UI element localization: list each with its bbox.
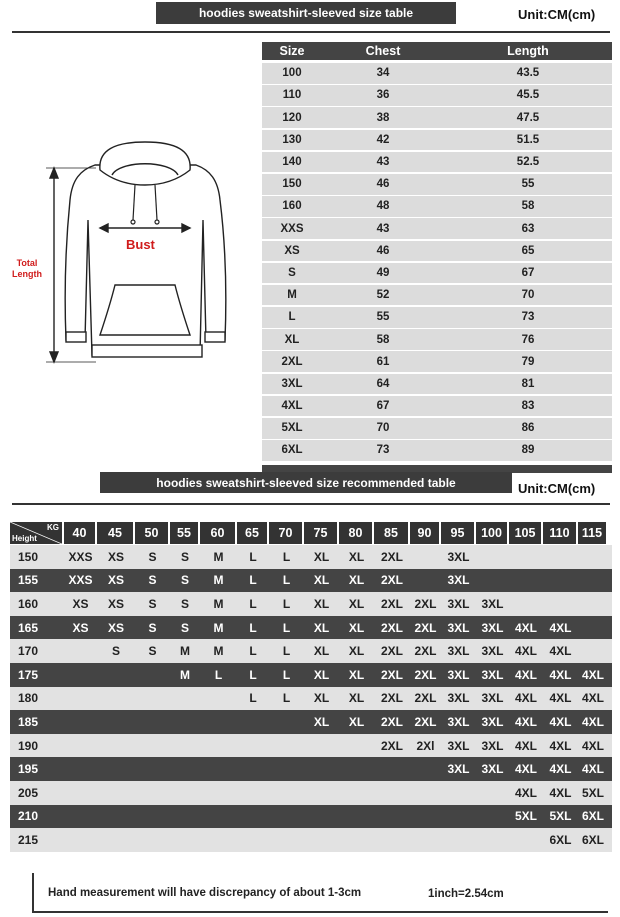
weight-header-cell: 100 [476, 522, 507, 544]
weight-header-cell: 95 [441, 522, 474, 544]
size-recommend-cell: M [180, 644, 190, 659]
size-recommend-cell: L [249, 691, 257, 706]
chest-cell: 42 [376, 133, 390, 146]
size-table [262, 42, 612, 473]
size-recommend-cell: XL [313, 549, 330, 564]
size-recommend-cell: 2XL [414, 644, 437, 659]
size-cell: M [287, 289, 297, 302]
size-cell: 150 [282, 178, 302, 191]
size-cell: 4XL [281, 400, 303, 413]
size-cell: L [288, 311, 296, 324]
size-recommend-cell: XL [348, 596, 365, 611]
size-recommend-cell: XL [348, 691, 365, 706]
size-recommend-cell: XL [313, 596, 330, 611]
size-recommend-cell: S [148, 644, 157, 659]
weight-header-cell: 60 [200, 522, 235, 544]
total-length-label [12, 258, 42, 280]
size-recommend-cell: S [180, 573, 189, 588]
chest-cell: 58 [376, 333, 390, 346]
recommend-table-title: hoodies sweatshirt-sleeved size recommended table [100, 472, 512, 493]
chest-cell: 70 [376, 422, 390, 435]
size-table-row [262, 263, 612, 284]
size-recommend-cell: 5XL [581, 785, 604, 800]
length-cell: 83 [521, 400, 535, 413]
size-recommend-cell: S [180, 620, 189, 635]
size-recommend-cell: XXS [68, 573, 93, 588]
size-recommend-cell: L [249, 549, 257, 564]
size-cell: 130 [282, 133, 302, 146]
size-recommend-cell: XXS [68, 549, 93, 564]
size-recommend-cell: 4XL [549, 644, 572, 659]
size-recommend-cell: 3XL [447, 596, 470, 611]
height-cell: 170 [18, 644, 39, 659]
recommend-table-row [10, 616, 612, 640]
size-table-row [262, 63, 612, 84]
length-cell: 81 [521, 377, 535, 390]
size-recommend-cell: XL [348, 573, 365, 588]
length-cell: 52.5 [516, 156, 540, 169]
size-recommend-cell: 4XL [549, 785, 572, 800]
size-recommend-cell: 2XL [380, 714, 403, 729]
bust-label: Bust [126, 237, 155, 252]
size-recommend-cell: 2XL [414, 667, 437, 682]
size-table-title: hoodies sweatshirt-sleeved size table [156, 2, 456, 24]
size-recommend-cell: S [111, 644, 120, 659]
total-label: Total [16, 258, 38, 268]
size-recommend-cell: L [282, 549, 291, 564]
size-table-row [262, 285, 612, 306]
height-cell: 160 [18, 596, 39, 611]
mid-divider [12, 503, 610, 505]
length-cell: 70 [521, 289, 535, 302]
size-cell: 120 [282, 111, 302, 124]
size-recommend-cell: 2XL [380, 620, 403, 635]
weight-header-cell: 50 [135, 522, 168, 544]
weight-header-cell: 80 [339, 522, 372, 544]
size-recommend-cell: 3XL [481, 620, 504, 635]
size-recommend-cell: 4XL [549, 620, 572, 635]
size-table-row [262, 152, 612, 173]
size-recommend-cell: S [148, 596, 157, 611]
chest-cell: 36 [376, 89, 390, 102]
recommend-table-row [10, 781, 612, 805]
size-recommend-cell: 3XL [447, 691, 470, 706]
size-cell: 140 [282, 156, 302, 169]
size-recommend-cell: L [249, 644, 257, 659]
size-recommend-cell: XS [72, 596, 89, 611]
size-recommend-cell: S [148, 549, 157, 564]
size-recommend-cell: 3XL [447, 620, 470, 635]
size-recommend-cell: M [213, 549, 224, 564]
recommend-table-row [10, 710, 612, 734]
height-cell: 210 [18, 809, 39, 824]
size-recommend-cell: S [180, 549, 189, 564]
size-recommend-cell: XL [348, 667, 365, 682]
chest-cell: 48 [376, 200, 390, 213]
size-recommend-cell: 2XL [380, 667, 403, 682]
size-recommend-cell: L [249, 667, 257, 682]
chest-cell: 64 [376, 377, 390, 390]
size-recommend-cell: L [282, 620, 291, 635]
size-table-row [262, 418, 612, 439]
size-recommend-cell: 3XL [481, 667, 504, 682]
size-recommend-cell: 4XL [549, 667, 572, 682]
recommend-table-row [10, 805, 612, 829]
size-recommend-cell: XS [107, 596, 124, 611]
recommend-table-header [10, 521, 612, 545]
height-cell: 155 [18, 573, 39, 588]
chest-cell: 46 [376, 244, 390, 257]
chest-cell: 38 [376, 111, 390, 124]
size-recommend-cell: 4XL [514, 691, 537, 706]
size-recommend-cell: L [282, 667, 291, 682]
size-recommend-cell: 3XL [481, 738, 504, 753]
size-recommend-cell: 3XL [447, 762, 470, 777]
size-recommend-cell: M [213, 620, 224, 635]
height-cell: 150 [18, 549, 39, 564]
size-table-row [262, 85, 612, 106]
chest-cell: 43 [376, 222, 390, 235]
size-table-unit: Unit:CM(cm) [518, 7, 596, 22]
length-cell: 65 [521, 244, 535, 257]
weight-header-cell: 85 [374, 522, 408, 544]
length-cell: 89 [521, 444, 535, 457]
size-cell: 110 [282, 89, 302, 102]
size-recommend-cell: XS [107, 573, 124, 588]
weight-header-cell: 115 [578, 522, 606, 544]
size-recommend-cell: 6XL [581, 809, 604, 824]
size-recommend-cell: 3XL [447, 738, 470, 753]
height-cell: 195 [18, 762, 39, 777]
height-label: Height [12, 534, 37, 543]
size-recommend-cell: XL [313, 620, 330, 635]
size-table-row [262, 218, 612, 239]
size-recommend-cell: 2XL [414, 620, 437, 635]
size-recommend-cell: XL [348, 549, 365, 564]
size-recommend-cell: 3XL [481, 691, 504, 706]
measurement-note: Hand measurement will have discrepancy of about 1-3cm [48, 887, 362, 899]
weight-header-cell: 110 [543, 522, 576, 544]
size-recommend-cell: 4XL [514, 762, 537, 777]
size-recommend-cell: 3XL [481, 596, 504, 611]
size-recommend-cell: XL [348, 620, 365, 635]
length-cell: 51.5 [516, 133, 540, 146]
weight-header-cell: 55 [170, 522, 198, 544]
size-cell: XXS [280, 222, 304, 235]
hoodie-diagram [0, 140, 250, 385]
length-cell: 86 [521, 422, 535, 435]
size-recommend-cell: 2XL [380, 573, 403, 588]
height-cell: 185 [18, 714, 39, 729]
size-recommend-cell: 4XL [514, 785, 537, 800]
size-recommend-cell: 4XL [514, 644, 537, 659]
size-cell: XS [284, 244, 300, 257]
length-cell: 67 [521, 266, 535, 279]
length-cell: 76 [521, 333, 535, 346]
recommend-table-row [10, 569, 612, 593]
size-table-row [262, 374, 612, 395]
length-cell: 63 [521, 222, 535, 235]
size-recommend-cell: 2XL [380, 596, 403, 611]
size-recommend-cell: 4XL [514, 667, 537, 682]
size-recommend-cell: XL [313, 714, 330, 729]
size-recommend-cell: 5XL [514, 809, 537, 824]
size-recommend-cell: 4XL [549, 691, 572, 706]
size-cell: 3XL [281, 377, 303, 390]
size-recommend-cell: M [213, 644, 224, 659]
top-divider [12, 31, 610, 33]
size-recommend-cell: 5XL [549, 809, 572, 824]
size-table-row [262, 351, 612, 372]
recommend-table-body [10, 545, 612, 852]
size-recommend-cell: 4XL [581, 691, 604, 706]
weight-header-cell: 45 [97, 522, 133, 544]
chest-cell: 34 [376, 67, 390, 80]
size-cell: 6XL [281, 444, 303, 457]
size-cell: 5XL [281, 422, 303, 435]
size-recommend-cell: XS [107, 620, 124, 635]
size-recommend-cell: S [148, 620, 157, 635]
weight-header-cell: 105 [509, 522, 541, 544]
size-recommend-cell: M [213, 573, 224, 588]
weight-header-cell: 70 [269, 522, 302, 544]
length-cell: 55 [521, 178, 535, 191]
size-recommend-cell: 3XL [447, 644, 470, 659]
length-cell: 73 [521, 311, 535, 324]
size-recommend-cell: 2XL [414, 596, 437, 611]
recommend-table-row [10, 592, 612, 616]
size-recommend-cell: 6XL [581, 832, 604, 847]
size-cell: 2XL [281, 355, 303, 368]
chest-cell: 43 [376, 156, 390, 169]
height-cell: 180 [18, 691, 39, 706]
size-recommend-cell: 4XL [549, 762, 572, 777]
size-recommend-cell: L [249, 596, 257, 611]
size-recommend-cell: 2XL [380, 644, 403, 659]
kg-height-corner [10, 522, 62, 544]
length-cell: 58 [521, 200, 535, 213]
size-recommend-cell: XL [313, 644, 330, 659]
kg-label: KG [47, 523, 59, 532]
size-cell: 160 [282, 200, 302, 213]
chest-cell: 46 [376, 178, 390, 191]
size-recommend-cell: 6XL [549, 832, 572, 847]
weight-header-cell: 40 [64, 522, 95, 544]
size-recommend-cell: S [148, 573, 157, 588]
size-recommend-cell: 2XL [380, 738, 403, 753]
size-table-row [262, 107, 612, 128]
size-table-header [262, 42, 612, 60]
size-recommend-cell: L [282, 691, 291, 706]
size-recommend-cell: L [282, 644, 291, 659]
size-recommend-cell: 4XL [581, 762, 604, 777]
size-recommend-cell: 2Xl [416, 738, 435, 753]
size-recommend-cell: 4XL [549, 714, 572, 729]
size-recommend-cell: XL [348, 714, 365, 729]
size-table-row [262, 307, 612, 328]
chest-cell: 52 [376, 289, 390, 302]
length-cell: 45.5 [516, 89, 540, 102]
size-table-row [262, 241, 612, 262]
size-recommend-cell: S [180, 596, 189, 611]
size-recommend-cell: XS [72, 620, 89, 635]
chest-cell: 49 [376, 266, 390, 279]
size-recommend-cell: 3XL [481, 762, 504, 777]
size-recommend-cell: 4XL [581, 714, 604, 729]
chest-cell: 67 [376, 400, 390, 413]
recommend-table-row [10, 639, 612, 663]
size-table-row [262, 174, 612, 195]
weight-header-cell: 75 [304, 522, 337, 544]
size-recommend-cell: XL [313, 691, 330, 706]
recommend-table-row [10, 734, 612, 758]
size-recommend-cell: XS [107, 549, 124, 564]
size-recommend-cell: L [249, 620, 257, 635]
size-recommend-cell: 3XL [447, 573, 470, 588]
size-recommend-cell: XL [348, 644, 365, 659]
length-cell: 79 [521, 355, 535, 368]
size-cell: S [288, 266, 296, 279]
length-cell: 43.5 [516, 67, 540, 80]
size-cell: XL [284, 333, 300, 346]
size-recommend-cell: 3XL [481, 644, 504, 659]
size-recommend-cell: 4XL [549, 738, 572, 753]
size-recommend-cell: 4XL [581, 738, 604, 753]
size-cell: 100 [282, 67, 302, 80]
height-cell: 205 [18, 785, 39, 800]
size-recommend-cell: 3XL [447, 667, 470, 682]
height-cell: 190 [18, 738, 39, 753]
size-table-row [262, 329, 612, 350]
size-recommend-cell: L [282, 596, 291, 611]
recommend-table-row [10, 663, 612, 687]
chest-cell: 73 [376, 444, 390, 457]
size-recommend-cell: L [214, 667, 223, 682]
size-table-body [262, 63, 612, 461]
size-recommend-cell: XL [313, 667, 330, 682]
header-length: Length [507, 44, 549, 58]
size-recommend-cell: XL [313, 573, 330, 588]
size-table-row [262, 440, 612, 461]
size-recommend-cell: 2XL [414, 714, 437, 729]
header-size: Size [279, 44, 305, 58]
footer-note-box [32, 873, 608, 913]
height-cell: 215 [18, 832, 39, 847]
size-recommend-cell: 4XL [514, 620, 537, 635]
length-label: Length [12, 269, 42, 279]
recommend-table-row [10, 828, 612, 852]
size-table-row [262, 396, 612, 417]
size-recommend-cell: 3XL [481, 714, 504, 729]
chest-cell: 55 [376, 311, 390, 324]
header-chest: Chest [365, 44, 401, 58]
size-recommend-cell: 4XL [514, 714, 537, 729]
size-recommend-cell: 4XL [581, 667, 604, 682]
weight-header-cell: 90 [410, 522, 439, 544]
recommend-table-row [10, 687, 612, 711]
recommend-table-row [10, 757, 612, 781]
size-recommend-cell: 3XL [447, 549, 470, 564]
size-recommend-cell: L [249, 573, 257, 588]
size-recommend-cell: 2XL [380, 549, 403, 564]
recommend-table-unit: Unit:CM(cm) [518, 481, 596, 496]
chest-cell: 61 [376, 355, 390, 368]
height-cell: 165 [18, 620, 39, 635]
length-cell: 47.5 [516, 111, 540, 124]
inch-conversion: 1inch=2.54cm [428, 888, 504, 900]
size-recommend-cell: 2XL [414, 691, 437, 706]
height-cell: 175 [18, 667, 39, 682]
size-table-row [262, 196, 612, 217]
size-recommend-cell: L [282, 573, 291, 588]
size-recommend-cell: M [213, 596, 224, 611]
size-table-row [262, 130, 612, 151]
size-recommend-cell: 3XL [447, 714, 470, 729]
size-recommend-cell: 4XL [514, 738, 537, 753]
size-recommend-cell: M [180, 667, 190, 682]
size-recommend-cell: 2XL [380, 691, 403, 706]
recommend-table-row [10, 545, 612, 569]
recommend-table [10, 521, 612, 852]
weight-header-cell: 65 [237, 522, 267, 544]
